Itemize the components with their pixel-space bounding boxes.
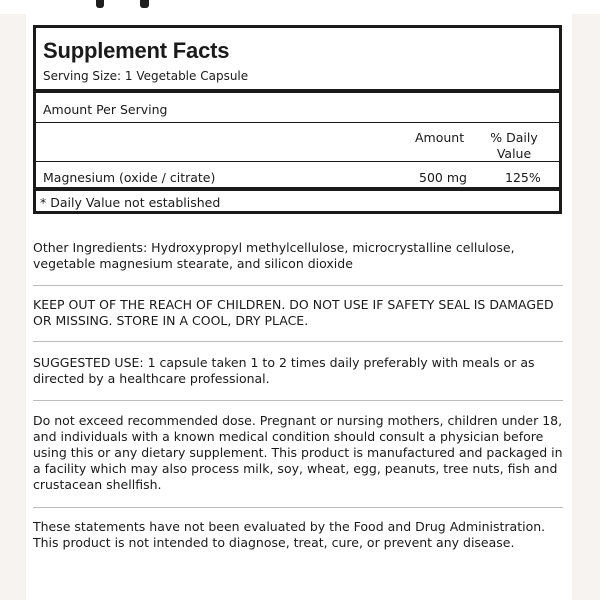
amount-per-serving: Amount Per Serving xyxy=(43,102,168,117)
column-header-amount: Amount xyxy=(415,130,465,145)
footnote: * Daily Value not established xyxy=(40,195,221,210)
supplement-facts-panel xyxy=(33,25,562,214)
panel-title: Supplement Facts xyxy=(43,38,230,63)
divider-thick xyxy=(36,187,559,191)
serving-size: Serving Size: 1 Vegetable Capsule xyxy=(43,69,249,83)
warning-text: KEEP OUT OF THE REACH OF CHILDREN. DO NOT USE IF SAFETY SEAL IS DAMAGED OR MISSING. STORE IN A COOL, DRY PLACE. xyxy=(33,297,554,328)
dv-header-line1: % Daily xyxy=(490,130,538,145)
divider-thick xyxy=(36,89,559,93)
cropped-glyph xyxy=(140,0,149,8)
column-header-daily-value xyxy=(486,130,542,162)
nutrient-name: Magnesium (oxide / citrate) xyxy=(43,170,216,185)
cropped-glyph xyxy=(96,0,104,8)
nutrient-daily-value: 125% xyxy=(505,170,541,185)
caution-text: Do not exceed recommended dose. Pregnant or nursing mothers, children under 18, and individuals with a known medical condition should consult a physician before using this or any dietary supplement. This product is manufactured and packaged in a facility which may also process milk, soy, wheat, egg, peanuts, tree nuts, fish and crustacean shellfish. xyxy=(33,413,563,492)
section-divider xyxy=(33,341,563,342)
divider xyxy=(36,161,559,162)
dv-header-line2: Value xyxy=(496,146,532,161)
other-ingredients: Other Ingredients: Hydroxypropyl methylcellulose, microcrystalline cellulose, vegetable magnesium stearate, and silicon dioxide xyxy=(33,240,515,271)
nutrient-amount: 500 mg xyxy=(419,170,467,185)
suggested-use: SUGGESTED USE: 1 capsule taken 1 to 2 times daily preferably with meals or as directed by a healthcare professional. xyxy=(33,355,535,386)
top-strip xyxy=(0,0,600,14)
section-divider xyxy=(33,507,563,508)
divider xyxy=(36,122,559,123)
section-divider xyxy=(33,285,563,286)
section-divider xyxy=(33,400,563,401)
fda-disclaimer: These statements have not been evaluated by the Food and Drug Administration. This product is not intended to diagnose, treat, cure, or prevent any disease. xyxy=(33,519,546,550)
